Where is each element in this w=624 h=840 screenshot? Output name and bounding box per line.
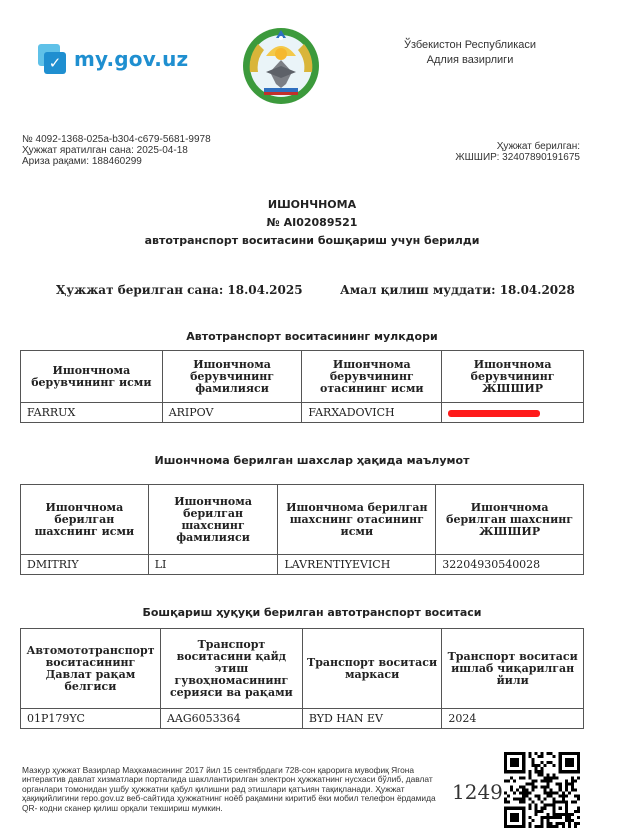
table-header: Ишончнома берувчининг фамилияси bbox=[162, 351, 302, 403]
qr-code-icon bbox=[504, 752, 580, 828]
title-subtitle: автотранспорт воситасини бошқариш учун берилди bbox=[144, 234, 480, 247]
table-header: Транспорт воситаси маркаси bbox=[302, 629, 442, 709]
trustee-section-title: Ишончнома берилган шахслар ҳақида маълумот bbox=[154, 454, 470, 467]
table-header-row bbox=[21, 485, 584, 555]
table-header: Ишончнома берилган шахснинг фамилияси bbox=[148, 485, 278, 555]
table-header: Ишончнома берилган шахснинг отасининг исми bbox=[278, 485, 436, 555]
table-cell: FARRUX bbox=[21, 403, 163, 423]
mygov-logo bbox=[38, 44, 188, 74]
table-header-row bbox=[21, 629, 584, 709]
vehicle-section-title: Бошқариш ҳуқуқи берилган автотранспорт воситаси bbox=[142, 606, 482, 619]
table-row bbox=[21, 403, 584, 423]
document-title bbox=[0, 196, 624, 250]
table-cell: LI bbox=[148, 555, 278, 575]
legal-notice: Мазкур ҳужжат Вазирлар Маҳкамасининг 2017 йил 15 сентябрдаги 728-сон қарорига мувофиқ Ягона интерактив давлат хизматлари порталида шакллантирилган электрон ҳужжатнинг нусхаси бўлиб, давлат органлари томонидан ушбу ҳужжатни қабул қилишни рад этишлари қатъиян тақиқланади. Ҳужжат ҳақиқийлигини repo.gov.uz веб-сайтида ҳужжатнинг ноёб рақамини киритиб ёки мобил телефон ёрдамида QR- кодни сканер қилиш орқали текшириш мумкин. bbox=[22, 765, 436, 813]
issued-by-pinfl: ЖШШИР: 32407890191675 bbox=[455, 152, 580, 163]
table-cell: DMITRIY bbox=[21, 555, 149, 575]
table-cell: LAVRENTIYEVICH bbox=[278, 555, 436, 575]
ministry-name: Ўзбекистон Республикаси Адлия вазирлиги bbox=[403, 39, 537, 66]
table-header: Ишончнома берувчининг ЖШШИР bbox=[442, 351, 584, 403]
trustee-table bbox=[20, 484, 584, 575]
table-cell: AAG6053364 bbox=[160, 709, 302, 729]
table-header: Ишончнома берувчининг исми bbox=[21, 351, 163, 403]
table-cell: ARIPOV bbox=[162, 403, 302, 423]
table-cell: 2024 bbox=[442, 709, 584, 729]
table-cell: 32204930540028 bbox=[436, 555, 584, 575]
table-row bbox=[21, 555, 584, 575]
table-header: Ишончнома берилган шахснинг ЖШШИР bbox=[436, 485, 584, 555]
title-heading: ИШОНЧНОМА bbox=[267, 198, 357, 211]
document-short-number: 1249 bbox=[452, 780, 503, 804]
issued-date: Ҳужжат берилган сана: 18.04.2025 bbox=[56, 283, 303, 297]
document-meta bbox=[22, 134, 211, 167]
table-cell: BYD HAN EV bbox=[302, 709, 442, 729]
document-id: № 4092-1368-025a-b304-c679-5681-9978 bbox=[22, 134, 211, 145]
state-emblem-icon bbox=[240, 26, 322, 106]
vehicle-table bbox=[20, 628, 584, 729]
table-header-row bbox=[21, 351, 584, 403]
application-number: Ариза рақами: 188460299 bbox=[22, 156, 142, 167]
table-header: Ишончнома берилган шахснинг исми bbox=[21, 485, 149, 555]
title-number: № AI02089521 bbox=[266, 216, 358, 229]
owner-table bbox=[20, 350, 584, 423]
table-header: Транспорт воситаси ишлаб чиқарилган йили bbox=[442, 629, 584, 709]
valid-until: Амал қилиш муддати: 18.04.2028 bbox=[340, 283, 575, 297]
checkmark-logo-icon: ✓ bbox=[38, 44, 68, 74]
table-row bbox=[21, 709, 584, 729]
logo-text: my.gov.uz bbox=[74, 47, 189, 71]
created-date: Ҳужжат яратилган сана: 2025-04-18 bbox=[22, 145, 188, 156]
table-header: Автомототранспорт воситасининг Давлат рақам белгиси bbox=[21, 629, 161, 709]
redaction-mark bbox=[448, 410, 540, 417]
owner-section-title: Автотранспорт воситасининг мулкдори bbox=[186, 330, 438, 343]
issued-by: Ҳужжат берилган: ЖШШИР: 32407890191675 bbox=[455, 141, 580, 163]
table-cell-redacted bbox=[442, 403, 584, 423]
table-cell: 01P179YC bbox=[21, 709, 161, 729]
table-header: Транспорт воситасини қайд этиш гувоҳномасининг серияси ва рақами bbox=[160, 629, 302, 709]
table-header: Ишончнома берувчининг отасининг исми bbox=[302, 351, 442, 403]
table-cell: FARXADOVICH bbox=[302, 403, 442, 423]
